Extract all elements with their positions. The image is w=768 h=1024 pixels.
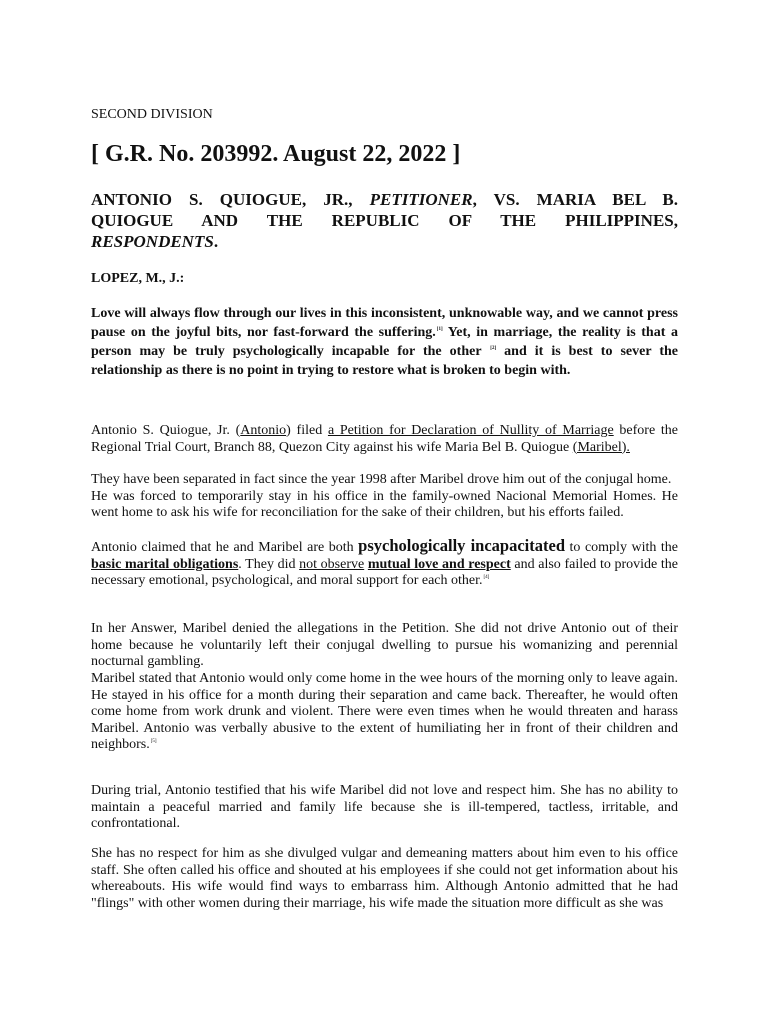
footnote-ref-5[interactable]: [5]: [150, 739, 157, 745]
psychologically-incapacitated-text: psychologically incapacitated: [358, 536, 565, 555]
mutual-love-text: mutual love and respect: [367, 556, 511, 572]
antonio-link: Antonio: [240, 423, 287, 438]
paragraph-separation: They have been separated in fact since the year 1998 after Maribel drove him out of the conjugal home. He was forced to temporarily stay in his office in the family-owned Nacional Memorial Homes. He went home to ask his wife for reconciliation for the sake of their children, but his efforts failed.: [91, 472, 678, 520]
petitioner-name: ANTONIO S. QUIOGUE, JR.,: [91, 190, 353, 209]
case-number-title: [ G.R. No. 203992. August 22, 2022 ]: [91, 141, 461, 167]
maribel-link: (Maribel).: [572, 439, 630, 455]
paragraph-answer: In her Answer, Maribel denied the allegations in the Petition. She did not drive Antonio out of their home because he voluntarily left their conjugal dwelling to pursue his womanizing and perennial nocturnal gambling.: [91, 621, 678, 669]
paragraph-no-respect: She has no respect for him as she divulged vulgar and demeaning matters about him even to his office staff. She often called his office and shouted at his employees if she could not get information about his whereabouts. His wife would find ways to embarrass him. Although Antonio admitted that he had "flings" with other women during their marriage, his wife made the situation more difficult as she was: [91, 846, 678, 911]
petition-link: a Petition for Declaration of Nullity of Marriage: [327, 423, 614, 438]
basic-marital-obligations-text: basic marital obligations: [91, 556, 239, 572]
caption-line-3: RESPONDENTS.: [91, 232, 219, 251]
respondents-label: RESPONDENTS: [91, 232, 214, 251]
paragraph-trial: During trial, Antonio testified that his wife Maribel did not love and respect him. She has no ability to maintain a peaceful married and family life because she is ill-tempered, tactless, irritable, and confrontational.: [91, 783, 678, 831]
division-heading: SECOND DIVISION: [91, 107, 213, 122]
case-caption: [91, 189, 678, 252]
intro-paragraph: Love will always flow through our lives in this inconsistent, unknowable way, and we cannot press pause on the joyful bits, nor fast-forward the suffering.[1] Yet, in marriage, the reality is that a person may be truly psychologically incapable for the other [2] and it is best to sever the relationship as there is no point in trying to restore what is broken to begin with.: [91, 306, 678, 378]
not-observe-text: not observe: [299, 556, 365, 572]
ponente-line: LOPEZ, M., J.:: [91, 271, 185, 286]
footnote-ref-2[interactable]: [2]: [490, 346, 497, 352]
paragraph-claim: Antonio claimed that he and Maribel are both psychologically incapacitated to comply with the basic marital obligations. They did not observe mutual love and respect and also failed to provide the necessary emotional, psychological, and moral support for each other.[4]: [91, 536, 678, 588]
paragraph-maribel-statement: Maribel stated that Antonio would only come home in the wee hours of the morning only to leave again. He stayed in his office for a month during their separation and came back. Thereafter, he would often come home from work drunk and violent. There were even times when he would threaten and harass Maribel. Antonio was verbally abusive to the extent of humiliating her in front of their children and neighbors.[5]: [91, 671, 678, 752]
petitioner-label: PETITIONER: [369, 190, 473, 209]
caption-line-1: [91, 189, 678, 210]
paragraph-petition: Antonio S. Quiogue, Jr. (Antonio) filed a Petition for Declaration of Nullity of Marriage before the Regional Trial Court, Branch 88, Quezon City against his wife Maria Bel B. Quiogue (Maribel).: [91, 423, 678, 455]
footnote-ref-1[interactable]: [1]: [436, 327, 443, 333]
footnote-ref-4[interactable]: [4]: [483, 575, 490, 581]
caption-line-2: QUIOGUE AND THE REPUBLIC OF THE PHILIPPINES,: [91, 211, 678, 230]
versus-text: , VS. MARIA BEL B.: [472, 190, 679, 209]
